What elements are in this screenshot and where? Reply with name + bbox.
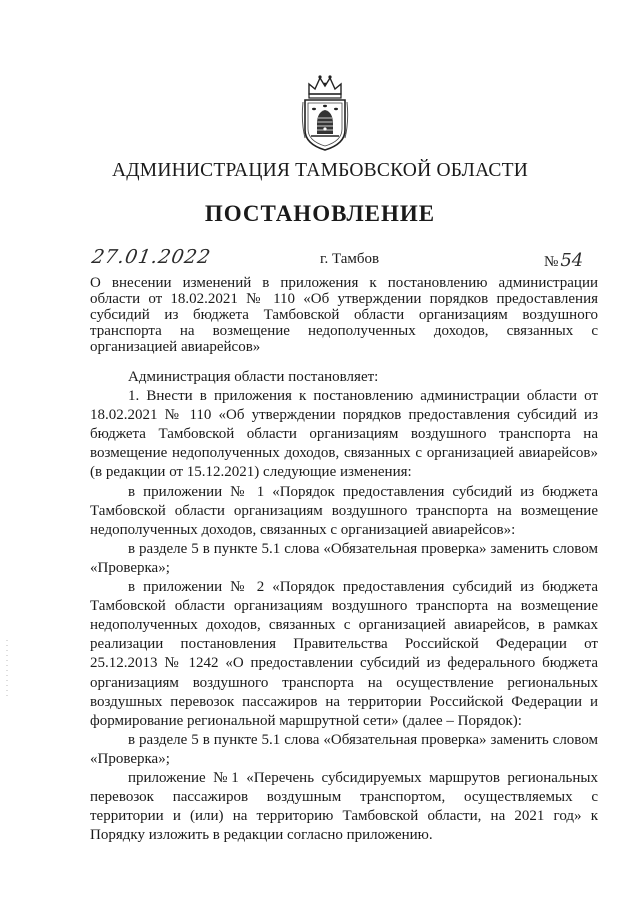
body-paragraph: в разделе 5 в пункте 5.1 слова «Обязательная проверка» заменить словом «Проверка»; (90, 731, 598, 767)
document-city: г. Тамбов (320, 251, 380, 267)
document-subject: О внесении изменений в приложения к постановлению администрации области от 18.02.2021 № 110 «Об утверждении порядков предоставления субсидий из бюджета Тамбовской области организациям воздушного транспорта на возмещение недополученных доходов, связанных с организацией авиарейсов» (90, 275, 598, 355)
body-paragraph-intro: Администрация области постановляет: (128, 369, 379, 385)
number-prefix: № (544, 254, 559, 270)
coat-of-arms-icon (300, 72, 350, 152)
body-paragraph: в приложении № 2 «Порядок предоставления субсидий из бюджета Тамбовской области организациям воздушного транспорта на возмещение недополученных доходов, связанных с организацией авиарейсов, в рамках реализации постановления Правительства Российской Федерации от 25.12.2013 № 1242 «О предоставлении субсидий из федерального бюджета организациям воздушного транспорта на осуществление региональных воздушных перевозок пассажиров на территории Российской Федерации и формирование региональной маршрутной сети» (далее – Порядок): (90, 579, 598, 729)
body-paragraph: 1. Внести в приложения к постановлению администрации области от 18.02.2021 № 110 «Об утверждении порядков предоставления субсидий из бюджета Тамбовской области организациям воздушного транспорта на возмещение недополученных доходов, связанных с организацией авиарейсов» (в редакции от 15.12.2021) следующие изменения: (90, 388, 598, 481)
document-body (90, 368, 598, 845)
body-paragraph: в приложении № 1 «Порядок предоставления субсидий из бюджета Тамбовской области организациям воздушного транспорта на возмещение недополученных доходов, связанных с организацией авиарейсов»: (90, 483, 598, 538)
document-number (544, 250, 583, 271)
scan-margin-mark (6, 640, 8, 700)
organization-title: АДМИНИСТРАЦИЯ ТАМБОВСКОЙ ОБЛАСТИ (112, 160, 528, 181)
document-date: 27.01.2022 (90, 246, 213, 268)
number-value: 54 (560, 250, 584, 271)
body-paragraph: приложение №1 «Перечень субсидируемых маршрутов региональных перевозок пассажиров воздушным транспортом, осуществляемых с территории и (или) на территорию Тамбовской области, на 2021 год» к Порядку изложить в редакции согласно приложению. (90, 769, 598, 844)
body-paragraph: в разделе 5 в пункте 5.1 слова «Обязательная проверка» заменить словом «Проверка»; (90, 540, 598, 576)
document-type-title: ПОСТАНОВЛЕНИЕ (204, 201, 436, 226)
